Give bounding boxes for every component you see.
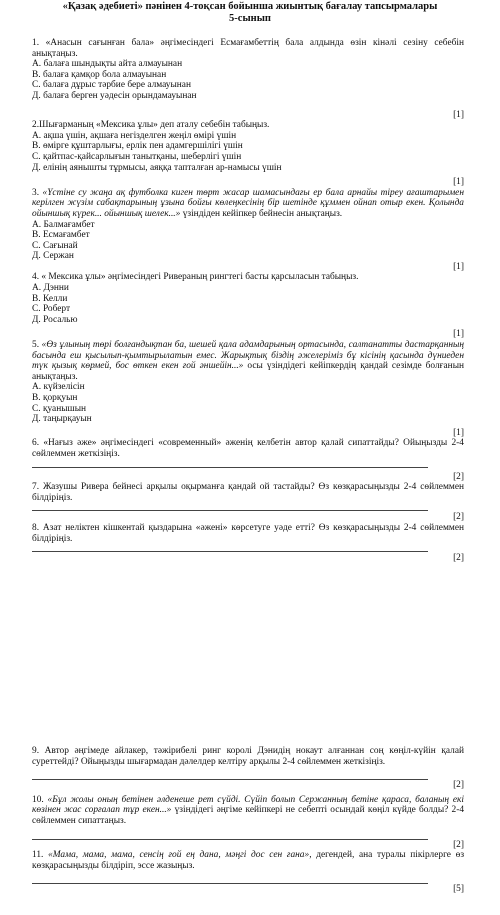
question-2-option-c: С. қайтпас-қайсарлығын танытқаны, шеберлігі үшін [32, 151, 242, 162]
question-5-quote: «Өз ұлының төрі болғандықтан ба, шешей қала адамдарының ортасында, салтанатты дастарқанның басында еш қысылып-қымтырылатын емес. Жарықтық біздің әжелеріміз бұ кісінің қасында дүниеден түк қызық көрмей, бос өткен екен ғой әншейін...» [32, 340, 465, 372]
question-11-stem: 11. «Мама, мама, мама, сенсің ғой ең дана, мәңгі дос сен ғана», дегендей, ана туралы пікірлерге өз көзқарасыңызды білдіріп, эссе жазыңыз. [32, 850, 465, 871]
question-4-option-d: Д. Росалью [32, 314, 78, 325]
question-3-option-c: С. Сағынай [32, 240, 78, 251]
question-7-points: [2] [453, 512, 464, 523]
questions-block-2 [32, 746, 464, 895]
question-4-option-b: В. Келли [32, 293, 68, 304]
question-7-stem: 7. Жазушы Ривера бейнесі арқылы оқырманға қандай ой тастайды? Өз көзқарасыңызды 2-4 сөйлеммен білдіріңіз. [32, 482, 464, 503]
question-1 [32, 38, 464, 120]
question-11-points: [5] [453, 884, 464, 895]
question-9-answer-line[interactable] [32, 767, 428, 780]
question-1-option-b: В. балаға қамқор бола алмауынан [32, 69, 167, 80]
question-10-number: 10. [32, 794, 44, 805]
question-4 [32, 272, 464, 340]
question-6-stem: 6. «Нағыз әже» әңгімесіндегі «современный» әженің келбетін автор қалай сипаттайды? Ойыңызды 2-4 сөйлеммен жеткізіңіз. [32, 438, 464, 459]
question-3-option-b: В. Есмағамбет [32, 230, 90, 241]
question-7 [32, 482, 464, 523]
question-1-option-d: Д. балаға берген уәдесін орындамауынан [32, 90, 197, 101]
page-gap [0, 660, 500, 742]
question-11 [32, 850, 464, 895]
question-2-option-b: В. өмірге құштарлығы, ерлік пен адамгершілігі үшін [32, 141, 243, 152]
question-7-answer-line[interactable] [32, 503, 428, 511]
question-9 [32, 746, 464, 791]
question-8-answer-line[interactable] [32, 544, 428, 552]
question-3-option-a: А. Балмағамбет [32, 219, 95, 230]
question-1-stem: 1. «Анасын сағынған бала» әңгімесіндегі Есмағамбеттің бала алдында өзін кінәлі сезіну себебін анықтаңыз. [32, 38, 464, 59]
page-two [0, 742, 500, 915]
question-11-number: 11. [32, 850, 44, 861]
title-line-2: 5-сынып [229, 13, 271, 24]
question-9-points: [2] [453, 780, 464, 791]
question-6-points: [2] [453, 471, 464, 482]
question-6 [32, 438, 464, 482]
question-5-tail: осы үзіндідегі кейіпкердің қандай сезімде болғанын анықтаңыз. [32, 361, 465, 382]
question-8-points: [2] [453, 553, 464, 564]
question-3-tail: үзіндіден кейіпкер бейнесін анықтаңыз. [182, 208, 343, 219]
question-5-points: [1] [453, 427, 464, 438]
question-2-points: [1] [453, 177, 464, 188]
question-8 [32, 523, 464, 564]
question-5 [32, 340, 464, 438]
question-10-points: [2] [453, 839, 464, 850]
question-8-stem: 8. Азат неліктен кішкентай қыздарына «әжені» көрсетуге уәде етті? Өз көзқарасыңызды 2-4 сөйлеммен білдіріңіз. [32, 522, 464, 544]
question-1-option-c: С. балаға дұрыс тәрбие бере алмауынан [32, 80, 191, 91]
question-5-option-d: Д. таңырқауын [32, 414, 92, 425]
question-1-option-a: А. балаға шындықты айта алмауынан [32, 59, 183, 70]
question-5-number: 5. [32, 340, 40, 351]
question-2 [32, 120, 464, 188]
question-5-stem [32, 340, 464, 382]
question-5-option-c: С. қуанышын [32, 403, 87, 414]
question-10-quote: «Бұл жолы оның бетінен әлденеше рет сүйді. Сүйіп болып Сержанның бетіне қараса, баланың екі көзінен жас сорғалап тұр екен...» [32, 794, 464, 816]
question-1-points: [1] [453, 109, 464, 120]
question-3-number: 3. [32, 187, 40, 198]
question-6-answer-line[interactable] [32, 460, 428, 468]
question-4-stem: 4. « Мексика ұлы» әңгімесіндегі Ривераның рингтегі басты қарсыласын табыңыз. [32, 272, 359, 283]
question-3 [32, 188, 464, 273]
question-10-tail: үзіндідегі әңгіме кейіпкері не себепті осындай көңіл күйде болды? 2-4 сөйлеммен сипаттаңыз. [32, 805, 465, 826]
question-2-option-a: А. ақша үшін, ақшаға негізделген жеңіл өмірі үшін [32, 130, 237, 141]
question-3-stem [32, 188, 464, 220]
question-10-stem [32, 795, 464, 827]
question-2-stem: 2.Шығарманың «Мексика ұлы» деп аталу себебін табыңыз. [32, 120, 270, 131]
document-title [0, 1, 500, 25]
question-11-tail: дегендей, ана туралы пікірлерге өз көзқарасыңызды білдіріп, эссе жазыңыз. [32, 850, 465, 871]
title-line-1: «Қазақ әдебиеті» пәнінен 4-тоқсан бойынша жиынтық бағалау тапсырмалары [62, 1, 438, 12]
question-10-answer-line[interactable] [32, 827, 428, 840]
questions-block [32, 38, 464, 564]
question-4-option-c: С. Роберт [32, 304, 71, 315]
question-2-option-d: Д. елінің аянышты тұрмысы, аяққа тапталған ар-намысы үшін [32, 162, 282, 173]
question-3-points: [1] [453, 261, 464, 272]
question-11-quote: «Мама, мама, мама, сенсің ғой ең дана, мәңгі дос сен ғана» [48, 850, 310, 861]
question-5-option-b: В. қорқуын [32, 393, 78, 403]
question-11-answer-line[interactable] [32, 871, 428, 884]
question-10 [32, 795, 464, 850]
question-4-option-a: А. Дэнни [32, 283, 69, 294]
question-4-points: [1] [453, 329, 464, 340]
question-9-stem: 9. Автор әңгімеде айлакер, тәжірибелі ринг королі Дэнидің нокаут алғаннан соң көңіл-күйін қалай суреттейді? Ойыңызды шығармадан дәлелдер келтіру арқылы 2-4 сөйлеммен жеткізіңіз. [32, 746, 464, 767]
question-3-quote: «Үстіне су жаңа ақ футболка киген төрт жасар шамасындағы ер бала арнайы тіреу ағаштарымен керілген жүзім сабақтарының ұзына бойғы көлеңкесінің бір шетінде құммен ойнап отыр екен. Қолында ойыншық күрек... ойыншық шелек...» [32, 187, 464, 219]
question-5-option-a: А. күйзелісін [32, 382, 85, 393]
question-3-option-d: Д. Сержан [32, 251, 74, 262]
